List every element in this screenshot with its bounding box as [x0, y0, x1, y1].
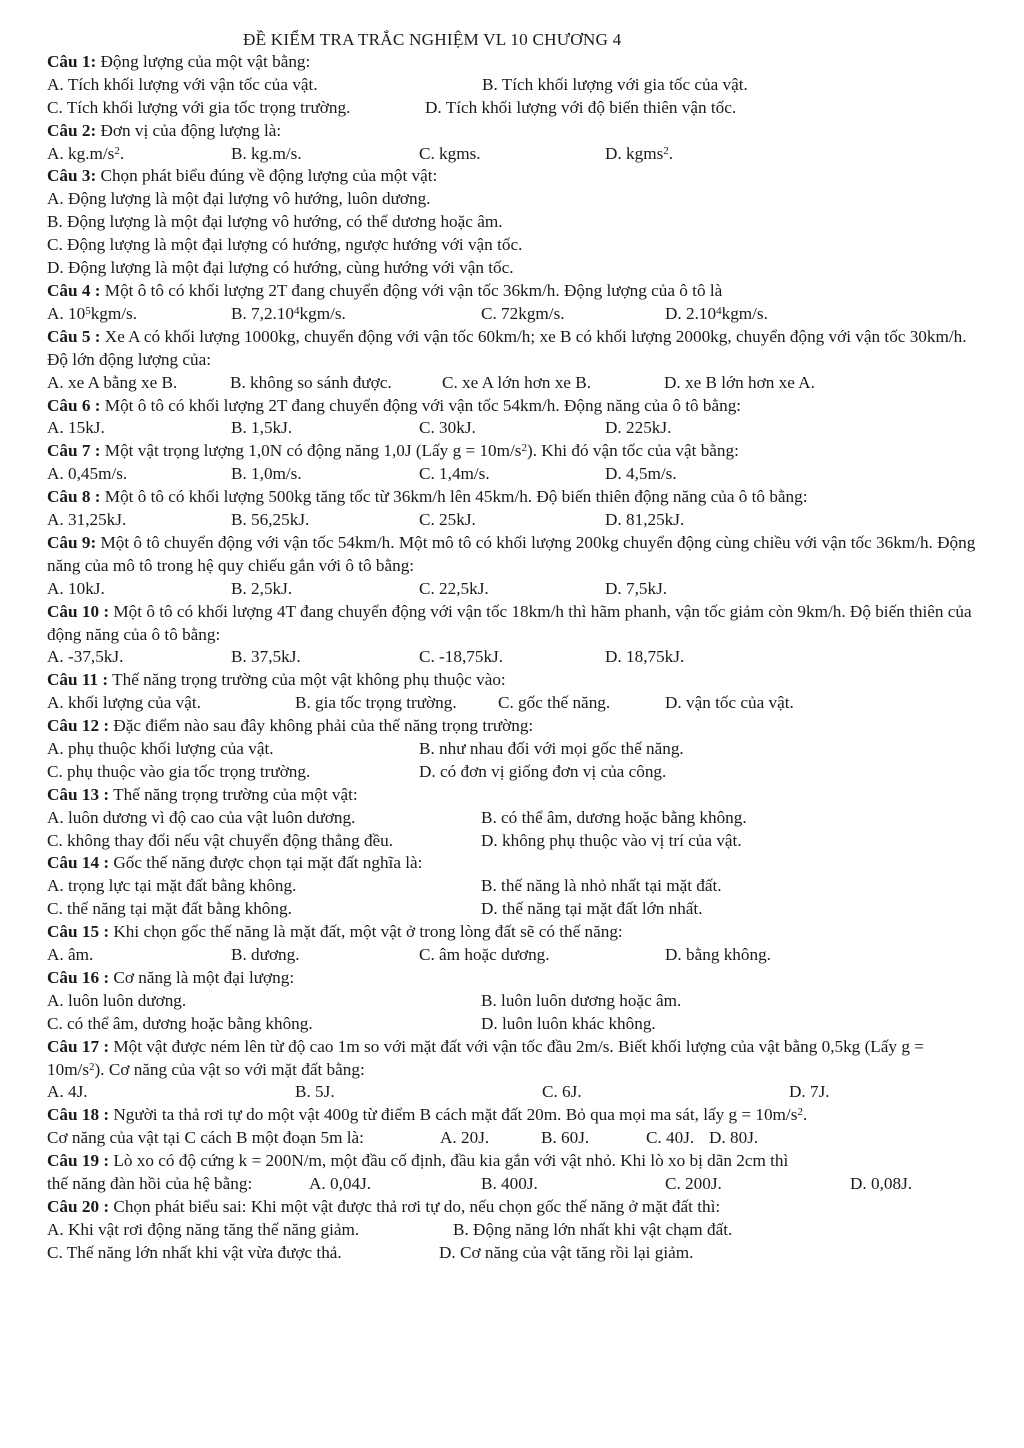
question-1-options-row2	[47, 97, 984, 120]
option-b: B. thế năng là nhỏ nhất tại mặt đất.	[481, 876, 722, 896]
option-d: D. kgms$^2$.	[605, 143, 674, 163]
option-c: C. Động lượng là một đại lượng có hướng, ngược hướng với vận tốc.	[47, 235, 523, 255]
option-a: A. trọng lực tại mặt đất bằng không.	[47, 876, 297, 896]
question-18-line2	[47, 1127, 984, 1150]
option-c: C. âm hoặc dương.	[419, 945, 550, 965]
question-16-options-row2	[47, 1013, 984, 1036]
exam-title: ĐỀ KIỂM TRA TRẮC NGHIỆM VL 10 CHƯƠNG 4	[243, 30, 622, 49]
question-14-options-row2	[47, 898, 984, 921]
option-a: A. khối lượng của vật.	[47, 693, 201, 713]
option-d: D. Tích khối lượng với độ biến thiên vận tốc.	[425, 97, 737, 117]
option-c: C. xe A lớn hơn xe B.	[442, 372, 591, 392]
question-16-options-row1	[47, 990, 984, 1013]
question-15: Câu 15 : Khi chọn gốc thế năng là mặt đất, một vật ở trong lòng đất sẽ có thế năng:	[47, 922, 623, 942]
question-20-options-row1	[47, 1219, 984, 1242]
question-3: Câu 3: Chọn phát biểu đúng về động lượng của một vật:	[47, 166, 438, 186]
option-a: A. xe A bằng xe B.	[47, 372, 178, 392]
question-16: Câu 16 : Cơ năng là một đại lượng:	[47, 967, 295, 987]
option-c: C. 72kgm/s.	[481, 303, 565, 323]
option-c: C. gốc thế năng.	[498, 693, 611, 713]
question-15-options	[47, 944, 984, 967]
question-12: Câu 12 : Đặc điểm nào sau đây không phải của thế năng trọng trường:	[47, 716, 534, 736]
option-d: D. không phụ thuộc vào vị trí của vật.	[481, 830, 742, 850]
question-8-options	[47, 509, 984, 532]
option-d: D. 7J.	[789, 1082, 830, 1102]
option-c: C. 30kJ.	[419, 418, 476, 438]
option-d: D. 4,5m/s.	[605, 464, 677, 484]
option-d: D. luôn luôn khác không.	[481, 1013, 656, 1033]
question-13-options-row1	[47, 807, 984, 830]
option-d: D. 225kJ.	[605, 418, 672, 438]
question-13: Câu 13 : Thế năng trọng trường của một vật:	[47, 784, 358, 804]
question-17-options	[47, 1081, 984, 1104]
option-d: D. Cơ năng của vật tăng rồi lại giảm.	[439, 1242, 694, 1262]
option-a: A. 10kJ.	[47, 578, 105, 598]
option-b: B. Động năng lớn nhất khi vật chạm đất.	[453, 1219, 733, 1239]
question-20-options-row2	[47, 1242, 984, 1265]
option-a: A. luôn dương vì độ cao của vật luôn dương.	[47, 807, 356, 827]
question-18-continuation: Cơ năng của vật tại C cách B một đoạn 5m là:	[47, 1128, 364, 1148]
option-c: C. có thể âm, dương hoặc bằng không.	[47, 1013, 313, 1033]
question-6: Câu 6 : Một ô tô có khối lượng 2T đang chuyển động với vận tốc 54km/h. Động năng của ô tô bằng:	[47, 395, 742, 415]
option-c: C. thế năng tại mặt đất bằng không.	[47, 899, 292, 919]
option-a: A. luôn luôn dương.	[47, 990, 187, 1010]
option-b: B. Động lượng là một đại lượng vô hướng, có thể dương hoặc âm.	[47, 212, 503, 232]
question-18: Câu 18 : Người ta thả rơi tự do một vật 400g từ điểm B cách mặt đất 20m. Bỏ qua mọi ma sát, lấy $g = 10m/s^2$.	[47, 1105, 808, 1125]
option-b: B. như nhau đối với mọi gốc thế năng.	[419, 739, 684, 759]
option-b: B. 1,0m/s.	[231, 464, 302, 484]
question-12-options-row1	[47, 738, 984, 761]
option-c: C. phụ thuộc vào gia tốc trọng trường.	[47, 761, 311, 781]
option-d: D. có đơn vị giống đơn vị của công.	[419, 761, 667, 781]
option-b: B. dương.	[231, 945, 300, 965]
option-c: C. không thay đổi nếu vật chuyển động thẳng đều.	[47, 830, 394, 850]
option-d: D. vận tốc của vật.	[665, 693, 794, 713]
option-c: C. 6J.	[542, 1082, 582, 1102]
question-8: Câu 8 : Một ô tô có khối lượng 500kg tăng tốc từ 36km/h lên 45km/h. Độ biến thiên động năng của ô tô bằng:	[47, 487, 808, 507]
option-d: D. Động lượng là một đại lượng có hướng, cùng hướng với vận tốc.	[47, 258, 514, 278]
option-d: D. 7,5kJ.	[605, 578, 668, 598]
question-1-options-row1	[47, 74, 984, 97]
option-b: B. 2,5kJ.	[231, 578, 293, 598]
option-a: A. $10^5kgm/s$.	[47, 303, 138, 323]
option-c: C. 22,5kJ.	[419, 578, 489, 598]
option-c: C. 200J.	[665, 1174, 722, 1194]
option-b: B. 1,5kJ.	[231, 418, 293, 438]
option-b: B. 7,2.10$^4$kgm/s.	[231, 303, 346, 323]
option-b: B. 5J.	[295, 1082, 335, 1102]
question-12-options-row2	[47, 761, 984, 784]
option-b: B. 56,25kJ.	[231, 510, 310, 530]
question-4: Câu 4 : Một ô tô có khối lượng 2T đang chuyển động với vận tốc 36km/h. Động lượng của ô tô là	[47, 281, 723, 301]
question-2-options	[47, 143, 984, 166]
option-b: B. 60J.	[541, 1128, 590, 1148]
option-a: A. -37,5kJ.	[47, 647, 124, 667]
option-c: C. kgms.	[419, 143, 481, 163]
question-6-options	[47, 417, 984, 440]
question-5: Câu 5 : Xe A có khối lượng 1000kg, chuyển động với vận tốc 60km/h; xe B có khối lượng 2000kg, chuyển động với vận tốc 30km/h. Độ lớn động lượng của:	[47, 326, 967, 369]
question-10: Câu 10 : Một ô tô có khối lượng 4T đang chuyển động với vận tốc 18km/h thì hãm phanh, vận tốc giảm còn 9km/h. Độ biến thiên của động năng của ô tô bằng:	[47, 601, 972, 644]
option-b: B. không so sánh được.	[230, 372, 392, 392]
option-d: D. 18,75kJ.	[605, 647, 685, 667]
option-a: A. 0,04J.	[309, 1174, 372, 1194]
question-11-options	[47, 692, 984, 715]
question-19-line2	[47, 1173, 984, 1196]
option-b: B. Tích khối lượng với gia tốc của vật.	[482, 74, 748, 94]
option-d: D. 80J.	[709, 1128, 759, 1148]
question-7: Câu 7 : Một vật trọng lượng 1,0N có động năng 1,0J (Lấy $g = 10m/s^2$). Khi đó vận tốc của vật bằng:	[47, 441, 739, 461]
option-c: C. Thế năng lớn nhất khi vật vừa được thả.	[47, 1242, 342, 1262]
question-14-options-row1	[47, 875, 984, 898]
question-1: Câu 1: Động lượng của một vật bằng:	[47, 52, 311, 71]
option-c: C. Tích khối lượng với gia tốc trọng trường.	[47, 97, 351, 117]
option-a: A. $kg.m/s^2$.	[47, 143, 125, 163]
option-a: A. 31,25kJ.	[47, 510, 127, 530]
option-a: A. 0,45m/s.	[47, 464, 128, 484]
option-a: A. phụ thuộc khối lượng của vật.	[47, 739, 274, 759]
question-9-options	[47, 578, 984, 601]
question-4-options	[47, 303, 984, 326]
option-d: D. 2.10$^4$kgm/s.	[665, 303, 768, 323]
question-10-options	[47, 646, 984, 669]
option-b: B. gia tốc trọng trường.	[295, 693, 457, 713]
option-d: D. 81,25kJ.	[605, 510, 685, 530]
question-17: Câu 17 : Một vật được ném lên từ độ cao 1m so với mặt đất với vận tốc đầu 2m/s. Biết khối lượng của vật bằng 0,5kg (Lấy $g = 10m/s^2$). Cơ năng của vật so với mặt đất bằng:	[47, 1036, 924, 1079]
option-a: A. 15kJ.	[47, 418, 105, 438]
option-a: A. 20J.	[440, 1128, 490, 1148]
option-c: C. 25kJ.	[419, 510, 476, 530]
option-a: A. âm.	[47, 945, 94, 965]
question-2: Câu 2: Đơn vị của động lượng là:	[47, 120, 282, 140]
option-c: C. -18,75kJ.	[419, 647, 504, 667]
option-a: A. Động lượng là một đại lượng vô hướng, luôn dương.	[47, 189, 431, 209]
question-9: Câu 9: Một ô tô chuyển động với vận tốc 54km/h. Một mô tô có khối lượng 200kg chuyển động cùng chiều với vận tốc 36km/h. Động năng của mô tô trong hệ quy chiếu gắn với ô tô bằng:	[47, 532, 976, 575]
option-a: A. Khi vật rơi động năng tăng thế năng giảm.	[47, 1219, 360, 1239]
option-d: D. thế năng tại mặt đất lớn nhất.	[481, 899, 703, 919]
option-a: A. 4J.	[47, 1082, 88, 1102]
question-13-options-row2	[47, 830, 984, 853]
option-d: D. 0,08J.	[850, 1174, 913, 1194]
question-20: Câu 20 : Chọn phát biểu sai: Khi một vật được thả rơi tự do, nếu chọn gốc thế năng ở mặt đất thì:	[47, 1196, 721, 1216]
option-b: B. 37,5kJ.	[231, 647, 301, 667]
question-11: Câu 11 : Thế năng trọng trường của một vật không phụ thuộc vào:	[47, 670, 506, 690]
option-d: D. bằng không.	[665, 945, 771, 965]
question-7-options	[47, 463, 984, 486]
question-19: Câu 19 : Lò xo có độ cứng k = 200N/m, một đầu cố định, đầu kia gắn với vật nhỏ. Khi lò xo bị dãn 2cm thì	[47, 1151, 789, 1171]
option-d: D. xe B lớn hơn xe A.	[664, 372, 815, 392]
option-b: B. luôn luôn dương hoặc âm.	[481, 990, 682, 1010]
question-19-continuation: thế năng đàn hồi của hệ bằng:	[47, 1174, 253, 1194]
question-5-options	[47, 372, 984, 395]
option-b: B. kg.m/s.	[231, 143, 302, 163]
option-b: B. 400J.	[481, 1174, 538, 1194]
option-a: A. Tích khối lượng với vận tốc của vật.	[47, 74, 318, 94]
option-c: C. 1,4m/s.	[419, 464, 490, 484]
option-b: B. có thể âm, dương hoặc bằng không.	[481, 807, 747, 827]
question-14: Câu 14 : Gốc thế năng được chọn tại mặt đất nghĩa là:	[47, 853, 423, 873]
option-c: C. 40J.	[646, 1128, 695, 1148]
